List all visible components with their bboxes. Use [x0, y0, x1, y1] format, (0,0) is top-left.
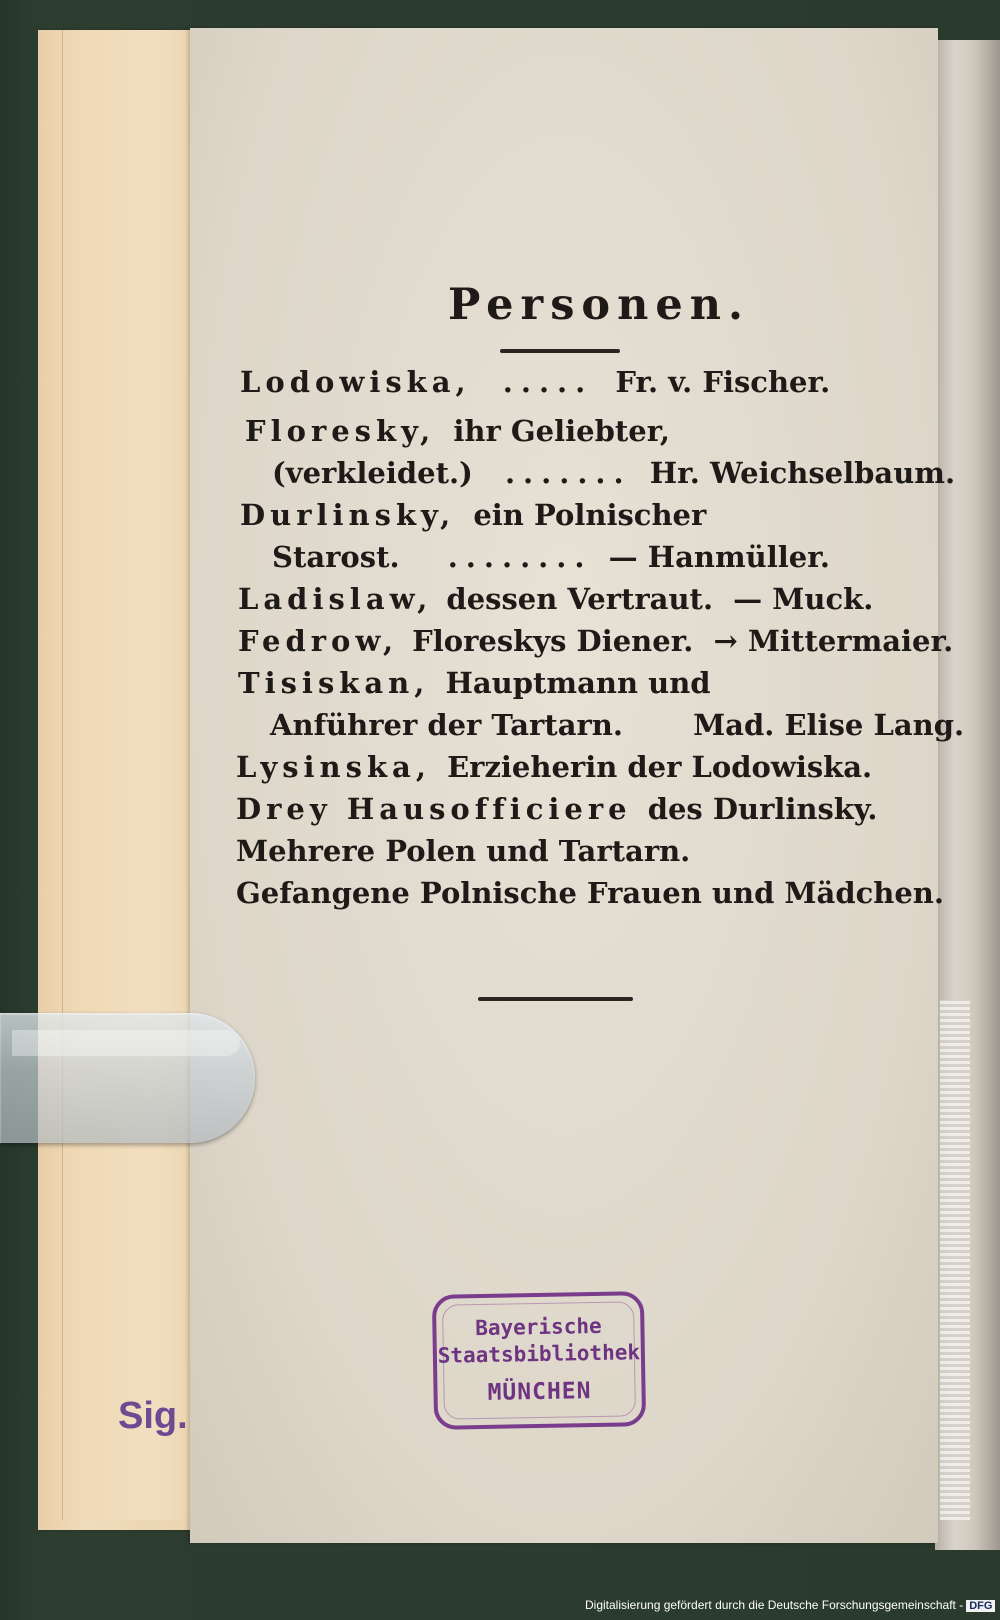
- role-name: Ladislaw,: [238, 582, 433, 616]
- page-clip-highlight: [12, 1030, 240, 1056]
- leader-dots: .....: [502, 365, 594, 399]
- role-description: (verkleidet.): [272, 456, 473, 490]
- role-description: Anführer der Tartarn.: [270, 708, 623, 742]
- cast-entry-lodowiska: [240, 365, 830, 399]
- role-name: Floresky,: [245, 414, 436, 448]
- cast-entry-fedrow: [238, 624, 953, 658]
- cast-entry-lysinska: [236, 750, 872, 784]
- role-description: Starost.: [272, 540, 400, 574]
- role-name: Durlinsky,: [240, 498, 456, 532]
- torn-page-edge: [940, 1000, 970, 1520]
- role-description: dessen Vertraut.: [446, 582, 714, 616]
- role-name: Fedrow,: [238, 624, 399, 658]
- cast-entry-polen: [236, 834, 690, 868]
- role-name: Lysinska,: [236, 750, 431, 784]
- dfg-logo: DFG: [966, 1600, 995, 1612]
- cast-entry-durlinsky-cont: [272, 540, 830, 574]
- closing-rule: [478, 997, 633, 1001]
- actor-name: Fr. v. Fischer.: [615, 365, 831, 399]
- leader-dots: ........: [447, 540, 593, 574]
- role-description: Gefangene Polnische Frauen und Mädchen.: [236, 876, 944, 910]
- role-description: Erzieherin der Lodowiska.: [447, 750, 873, 784]
- role-name: Tisiskan,: [238, 666, 430, 700]
- leader-dots: .......: [504, 456, 632, 490]
- role-description: des Durlinsky.: [647, 792, 878, 826]
- cast-entry-ladislaw: [238, 582, 873, 616]
- stamp-line-1: Bayerische: [474, 1313, 602, 1341]
- library-stamp: [432, 1291, 646, 1430]
- actor-name: — Hanmüller.: [608, 540, 830, 574]
- role-description: Hauptmann und: [445, 666, 711, 700]
- actor-name: Mad. Elise Lang.: [693, 708, 965, 742]
- cast-entry-tisiskan-cont: [270, 708, 964, 742]
- role-description: ein Polnischer: [473, 498, 707, 532]
- heading-rule: [500, 349, 620, 353]
- role-name: Drey Hausofficiere: [236, 792, 632, 826]
- role-description: ihr Geliebter,: [453, 414, 670, 448]
- page-heading: Personen.: [448, 280, 750, 330]
- digitization-credit: [585, 1598, 995, 1612]
- shelfmark-label: Sig.: [118, 1395, 188, 1437]
- cast-entry-floresky-cont: [272, 456, 955, 490]
- role-name: Lodowiska,: [240, 365, 471, 399]
- role-description: Mehrere Polen und Tartarn.: [236, 834, 691, 868]
- cast-entry-hausofficiere: [236, 792, 878, 826]
- role-description: Floreskys Diener.: [412, 624, 694, 658]
- cast-entry-floresky: [245, 414, 670, 448]
- cast-entry-tisiskan: [238, 666, 711, 700]
- cast-entry-durlinsky: [240, 498, 706, 532]
- stamp-line-3: MÜNCHEN: [487, 1378, 592, 1406]
- actor-name: → Mittermaier.: [713, 624, 954, 658]
- actor-name: Hr. Weichselbaum.: [649, 456, 956, 490]
- credit-text: Digitalisierung gefördert durch die Deutsche Forschungsgemeinschaft -: [585, 1598, 964, 1612]
- cast-entry-frauen: [236, 876, 944, 910]
- actor-name: — Muck.: [733, 582, 874, 616]
- stamp-line-2: Staatsbibliothek: [437, 1340, 641, 1368]
